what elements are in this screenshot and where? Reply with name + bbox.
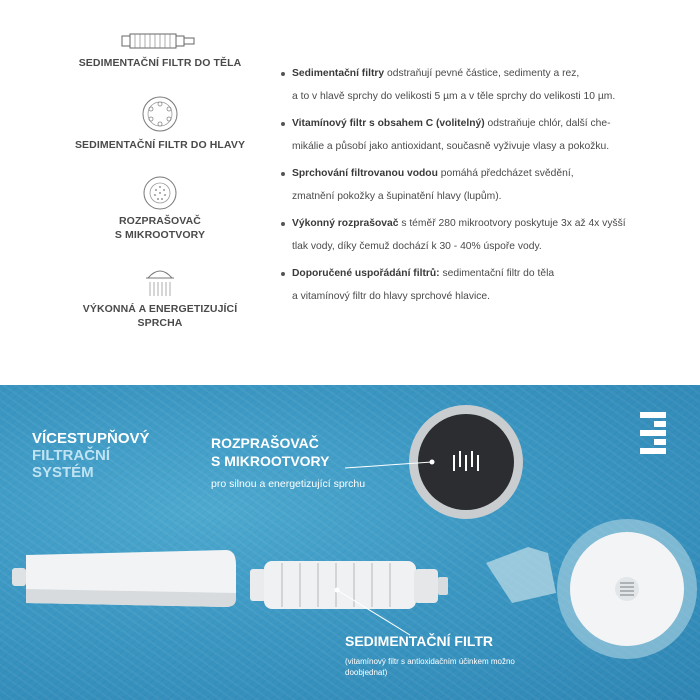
sediment-title: SEDIMENTAČNÍ FILTR (345, 633, 494, 649)
sediment-subtitle: (vitamínový filtr s antioxidačním účinkem možno doobjednat) (345, 657, 515, 677)
feature-sprayer (40, 175, 280, 242)
feature-label: SEDIMENTAČNÍ FILTR DO TĚLA (78, 57, 242, 69)
list-item: Sedimentační filtry odstraňují pevné částice, sedimenty a rez, a to v hlavě sprchy do velikosti 5 µm a v těle sprchy do velikosti 10 µm. (281, 62, 661, 108)
feature-label: SEDIMENTAČNÍ FILTR DO HLAVY (74, 139, 246, 151)
benefit-list (281, 62, 661, 312)
list-item: Vitamínový filtr s obsahem C (volitelný) odstraňuje chlór, další che- mikálie a působí jako antioxidant, současně vyživuje vlasy a pokožku. (281, 112, 661, 158)
feature-shower (40, 262, 280, 330)
transparent-shower-head (486, 519, 697, 659)
list-item: Sprchování filtrovanou vodou pomáhá předcházet svědění, zmatnění pokožky a šupinatění hlavy (lupům). (281, 162, 661, 208)
list-item: Výkonný rozprašovač s téměř 280 mikrootvory poskytuje 3x až 4x vyšší tlak vody, díky čemuž dochází k 30 - 40% úspoře vody. (281, 212, 661, 258)
feature-body-filter (40, 30, 280, 70)
product-photo-section (0, 385, 700, 700)
round-filter-icon (140, 95, 180, 133)
brand-logo-icon (638, 412, 670, 454)
feature-label: ROZPRAŠOVAČ S MIKROOTVORY (114, 215, 206, 241)
feature-head-filter (40, 95, 280, 152)
sediment-cartridge (250, 561, 448, 609)
filter-cartridge-icon (120, 30, 200, 52)
shower-head-icon (140, 262, 180, 298)
system-title: VÍCESTUPŇOVÝ FILTRAČNÍ SYSTÉM (32, 430, 150, 481)
sprayer-title: ROZPRAŠOVAČ S MIKROOTVORY (211, 435, 330, 469)
feature-label: VÝKONNÁ A ENERGETIZUJÍCÍ SPRCHA (82, 303, 238, 329)
shower-handle-tube (12, 550, 236, 607)
sprayer-subtitle: pro silnou a energetizující sprchu (211, 478, 366, 490)
sprayer-disc-icon (140, 175, 180, 211)
list-item: Doporučené uspořádání filtrů: sedimentační filtr do těla a vitamínový filtr do hlavy sprchové hlavice. (281, 262, 661, 308)
